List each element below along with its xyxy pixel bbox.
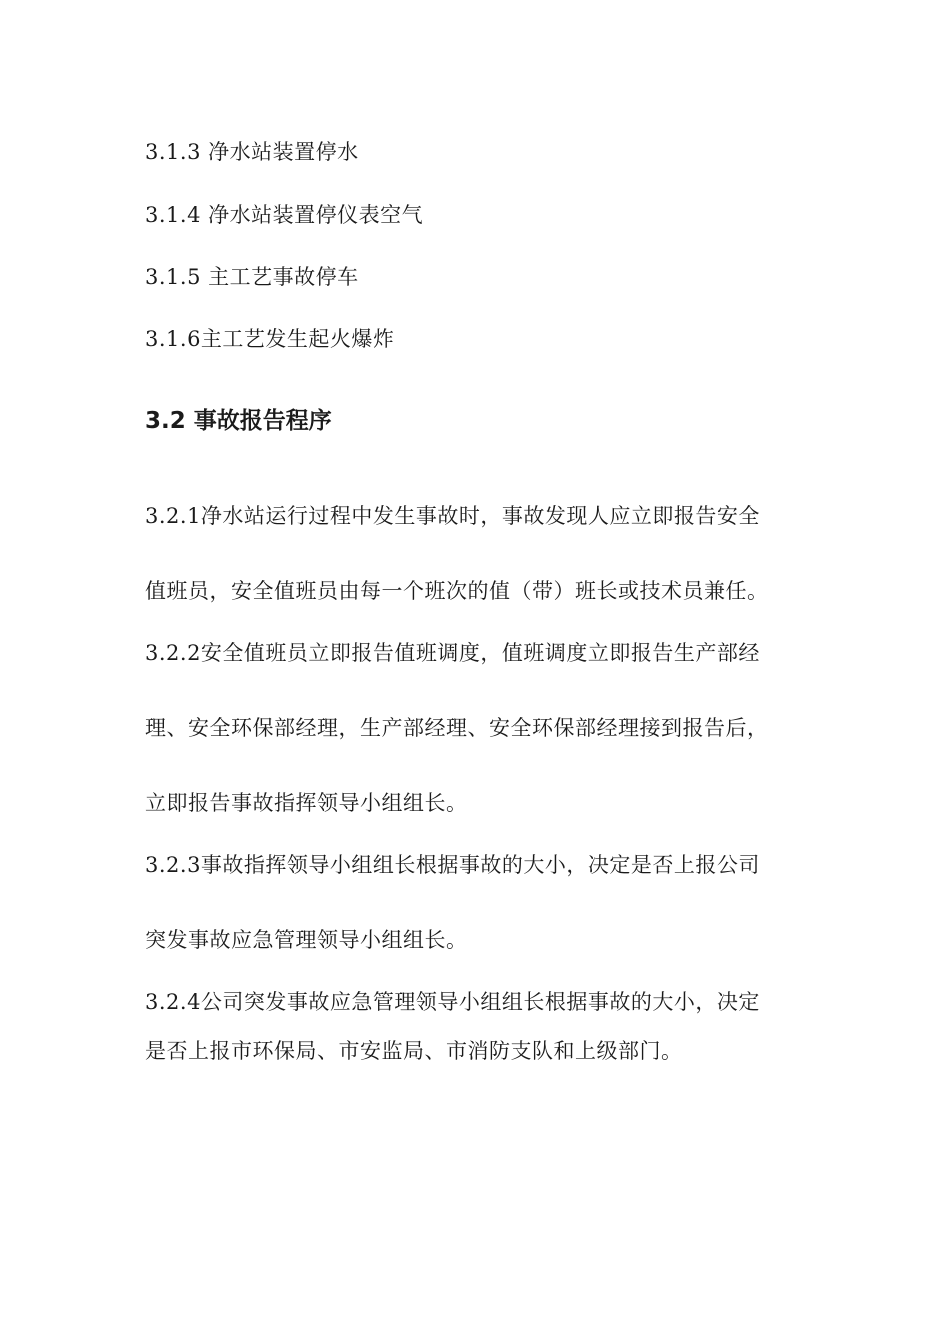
paragraph-line: 3.2.4公司突发事故应急管理领导小组组长根据事故的大小，决定 (145, 990, 760, 1014)
paragraph-line: 突发事故应急管理领导小组组长。 (145, 928, 468, 952)
list-item: 3.1.6主工艺发生起火爆炸 (145, 327, 395, 351)
paragraph-line: 值班员，安全值班员由每一个班次的值（带）班长或技术员兼任。 (145, 579, 769, 603)
paragraph-line: 3.2.3事故指挥领导小组组长根据事故的大小，决定是否上报公司 (145, 853, 760, 877)
section-heading: 3.2 事故报告程序 (145, 408, 332, 434)
list-item: 3.1.4 净水站装置停仪表空气 (145, 203, 424, 227)
paragraph-line: 3.2.1净水站运行过程中发生事故时，事故发现人应立即报告安全 (145, 504, 760, 528)
paragraph-line: 是否上报市环保局、市安监局、市消防支队和上级部门。 (145, 1039, 683, 1063)
paragraph-line: 理、安全环保部经理，生产部经理、安全环保部经理接到报告后， (145, 716, 769, 740)
paragraph-line: 3.2.2安全值班员立即报告值班调度，值班调度立即报告生产部经 (145, 641, 760, 665)
list-item: 3.1.3 净水站装置停水 (145, 140, 359, 164)
paragraph-line: 立即报告事故指挥领导小组组长。 (145, 791, 468, 815)
list-item: 3.1.5 主工艺事故停车 (145, 265, 359, 289)
